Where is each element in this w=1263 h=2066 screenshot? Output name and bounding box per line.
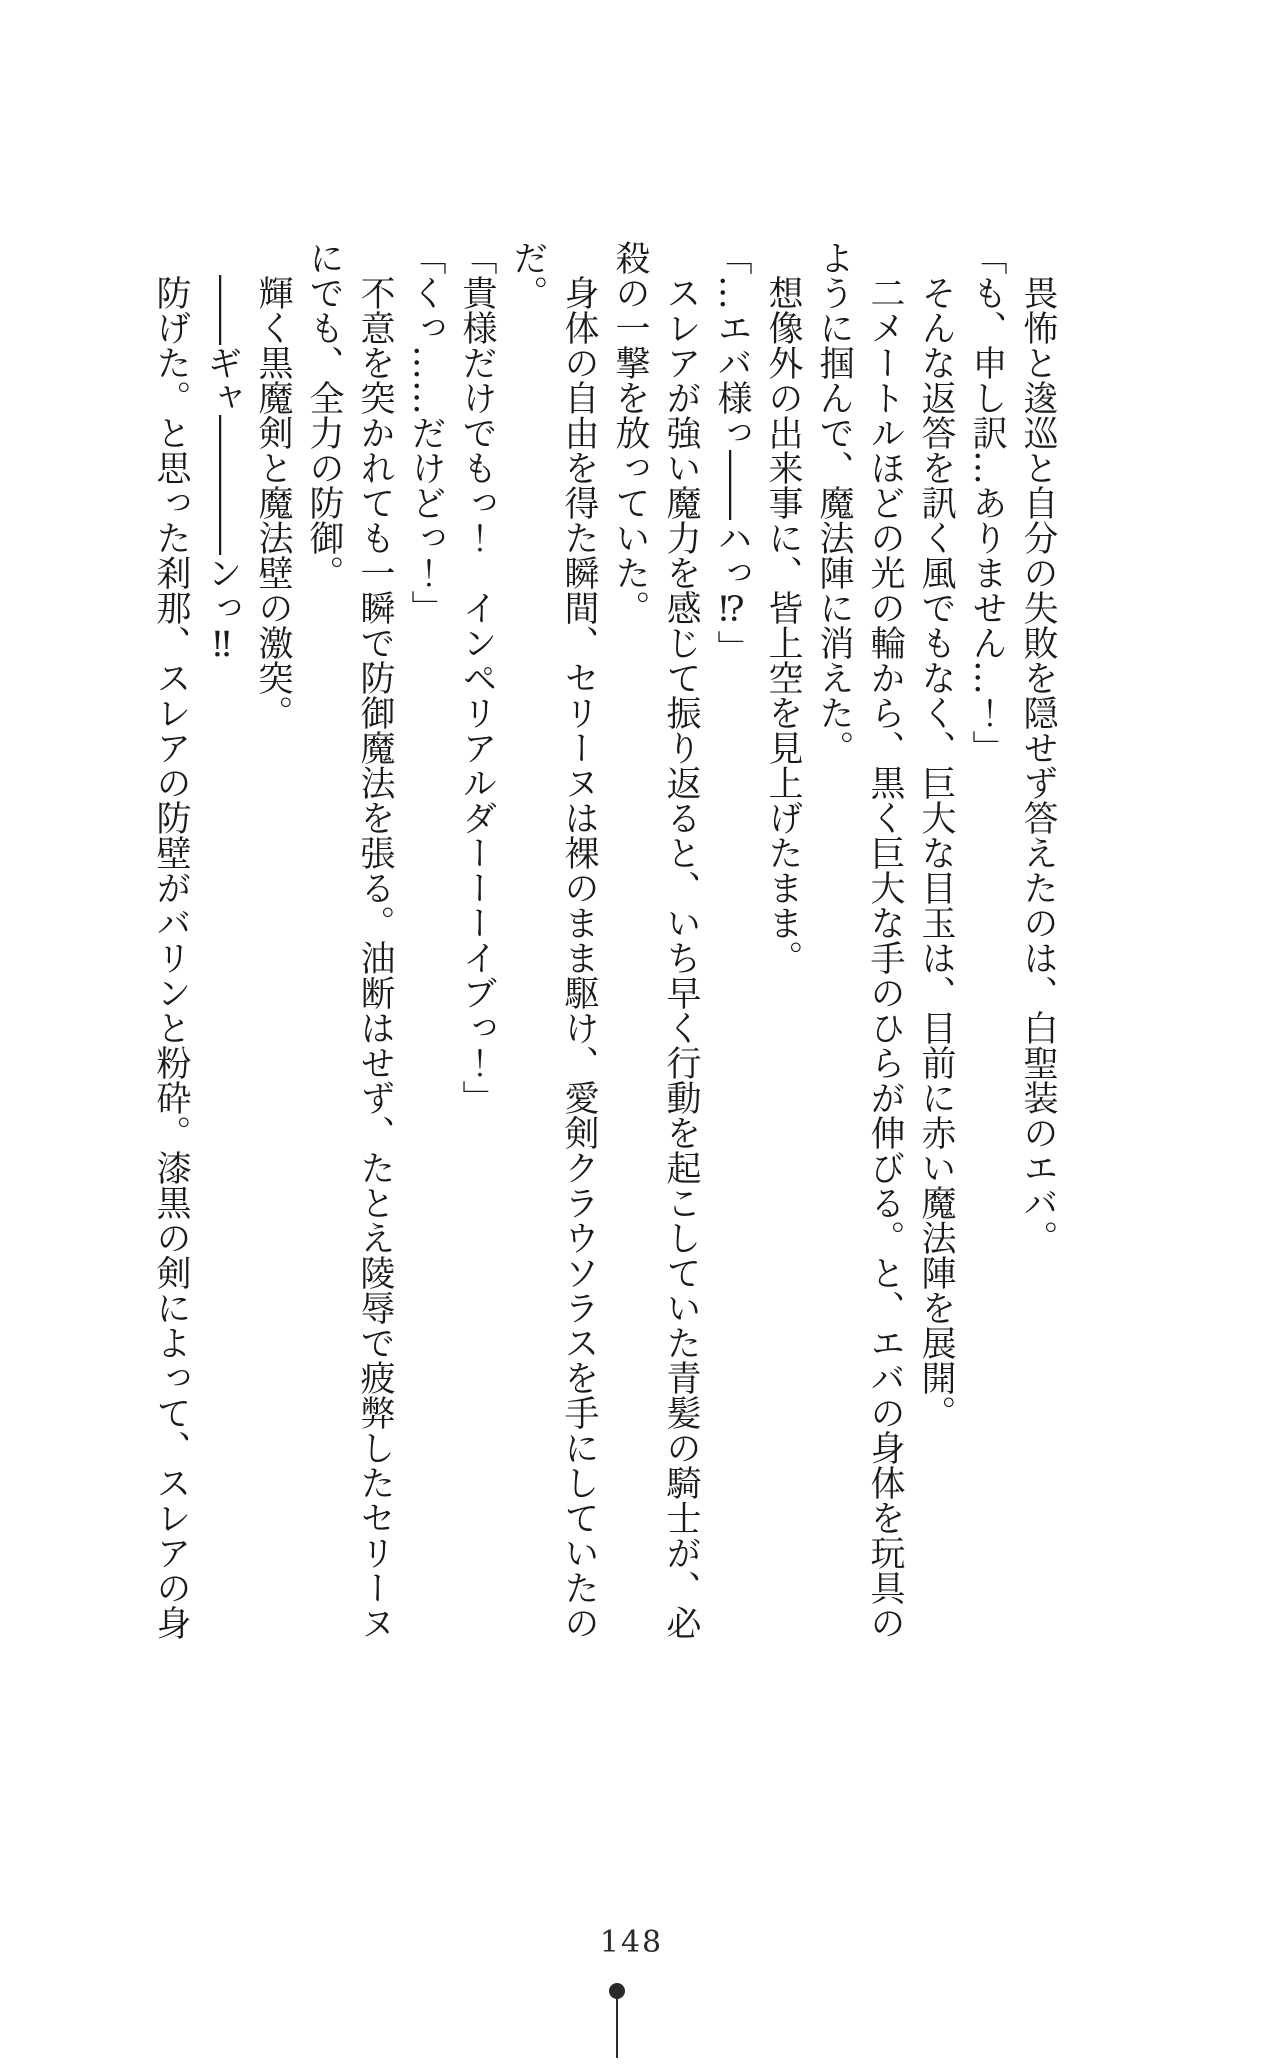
page-footer <box>0 1925 1263 1960</box>
text-column: 殺の一撃を放っていた。 <box>610 240 650 625</box>
text-column-dialogue: 「も、申し訳…ありません…！」 <box>967 240 1007 765</box>
text-column: にでも、全力の防御。 <box>304 240 344 590</box>
page-number: 148 <box>599 1925 664 1960</box>
text-column: 防げた。と思った刹那、スレアの防壁がバリンと粉砕。漆黒の剣によって、スレアの身 <box>151 275 191 1640</box>
text-column: 畏怖と逡巡と自分の失敗を隠せず答えたのは、白聖装のエバ。 <box>1018 275 1058 1255</box>
text-column: 輝く黒魔剣と魔法壁の激突。 <box>253 275 293 730</box>
text-column-dialogue: 「貴様だけでもっ！ インペリアルダーーーイブっ！」 <box>457 240 497 1115</box>
page-ornament-line <box>616 1996 618 2058</box>
text-column: 二メートルほどの光の輪から、黒く巨大な手のひらが伸びる。と、エバの身体を玩具の <box>865 275 905 1640</box>
text-column: スレアが強い魔力を感じて振り返ると、いち早く行動を起こしていた青髪の騎士が、必 <box>661 275 701 1640</box>
text-column: 身体の自由を得た瞬間、セリーヌは裸のまま駆け、愛剣クラウソラスを手にしていたの <box>559 275 599 1640</box>
text-column: そんな返答を訊く風でもなく、巨大な目玉は、目前に赤い魔法陣を展開。 <box>916 275 956 1430</box>
text-column: ように掴んで、魔法陣に消えた。 <box>814 240 854 765</box>
text-column-dialogue: 「くっ……だけどっ！」 <box>406 240 446 625</box>
text-column: ――ギャ――――ンっ‼ <box>202 275 242 665</box>
vertical-text-block <box>145 240 1063 1700</box>
text-column: だ。 <box>508 240 548 310</box>
text-column-dialogue: 「…エバ様っ――ハっ⁉」 <box>712 240 752 665</box>
text-column: 不意を突かれても一瞬で防御魔法を張る。油断はせず、たとえ陵辱で疲弊したセリーヌ <box>355 275 395 1640</box>
text-column: 想像外の出来事に、皆上空を見上げたまま。 <box>763 275 803 975</box>
